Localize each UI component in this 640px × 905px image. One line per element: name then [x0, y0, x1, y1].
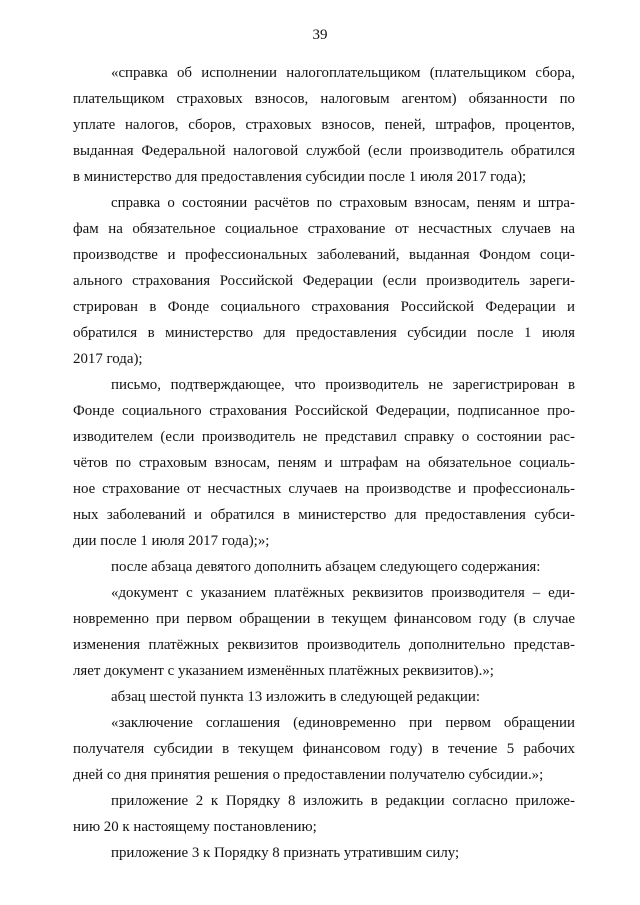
paragraph	[73, 372, 575, 554]
text-line: «заключение соглашения (единовременно при первом обращении	[111, 715, 575, 731]
paragraph	[73, 190, 575, 372]
text-line: абзац шестой пункта 13 изложить в следующей редакции:	[111, 689, 481, 705]
text-line: Фонде социального страхования Российской Федерации, подписанное про-	[73, 403, 575, 419]
text-line: ное страхование от несчастных случаев на производстве и профессиональ-	[73, 481, 575, 497]
text-line: чётов по страховым взносам, пеням и штрафам на обязательное социаль-	[73, 455, 575, 471]
text-line: изводителем (если производитель не представил справку о состоянии рас-	[73, 429, 575, 445]
text-line: обратился в министерство для предоставления субсидии после 1 июля	[73, 325, 575, 341]
text-line: ального страхования Российской Федерации (если производитель зареги-	[73, 273, 575, 289]
paragraph	[73, 554, 575, 580]
text-line: уплате налогов, сборов, страховых взносов, пеней, штрафов, процентов,	[73, 117, 575, 133]
text-line: плательщиком страховых взносов, налоговым агентом) обязанности по	[73, 91, 575, 107]
text-line: 2017 года);	[73, 351, 143, 367]
paragraph	[73, 580, 575, 684]
text-line: справка о состоянии расчётов по страховым взносам, пеням и штра-	[111, 195, 575, 211]
text-line: «документ с указанием платёжных реквизитов производителя – еди-	[111, 585, 575, 601]
document-body	[73, 60, 575, 866]
paragraph	[73, 788, 575, 840]
text-line: производстве и профессиональных заболеваний, выданная Фондом соци-	[73, 247, 575, 263]
text-line: получателя субсидии в текущем финансовом году) в течение 5 рабочих	[73, 741, 575, 757]
text-line: после абзаца девятого дополнить абзацем следующего содержания:	[111, 559, 541, 575]
text-line: выданная Федеральной налоговой службой (если производитель обратился	[73, 143, 575, 159]
text-line: фам на обязательное социальное страхование от несчастных случаев на	[73, 221, 575, 237]
text-line: нию 20 к настоящему постановлению;	[73, 819, 317, 835]
text-line: приложение 3 к Порядку 8 признать утратившим силу;	[111, 845, 460, 861]
text-line: в министерство для предоставления субсидии после 1 июля 2017 года);	[73, 169, 527, 185]
text-line: стрирован в Фонде социального страхования Российской Федерации и	[73, 299, 575, 315]
text-line: приложение 2 к Порядку 8 изложить в редакции согласно приложе-	[111, 793, 575, 809]
text-line: изменения платёжных реквизитов производитель дополнительно представ-	[73, 637, 575, 653]
text-line: ных заболеваний и обратился в министерство для предоставления субси-	[73, 507, 575, 523]
page-number: 39	[312, 27, 328, 43]
text-line: письмо, подтверждающее, что производитель не зарегистрирован в	[111, 377, 575, 393]
text-line: новременно при первом обращении в текущем финансовом году (в случае	[73, 611, 575, 627]
paragraph	[73, 60, 575, 190]
paragraph	[73, 840, 575, 866]
text-line: ляет документ с указанием изменённых платёжных реквизитов).»;	[73, 663, 494, 679]
paragraph	[73, 710, 575, 788]
paragraph	[73, 684, 575, 710]
text-line: «справка об исполнении налогоплательщиком (плательщиком сбора,	[111, 65, 575, 81]
text-line: дии после 1 июля 2017 года);»;	[73, 533, 270, 549]
text-line: дней со дня принятия решения о предоставлении получателю субсидии.»;	[73, 767, 544, 783]
